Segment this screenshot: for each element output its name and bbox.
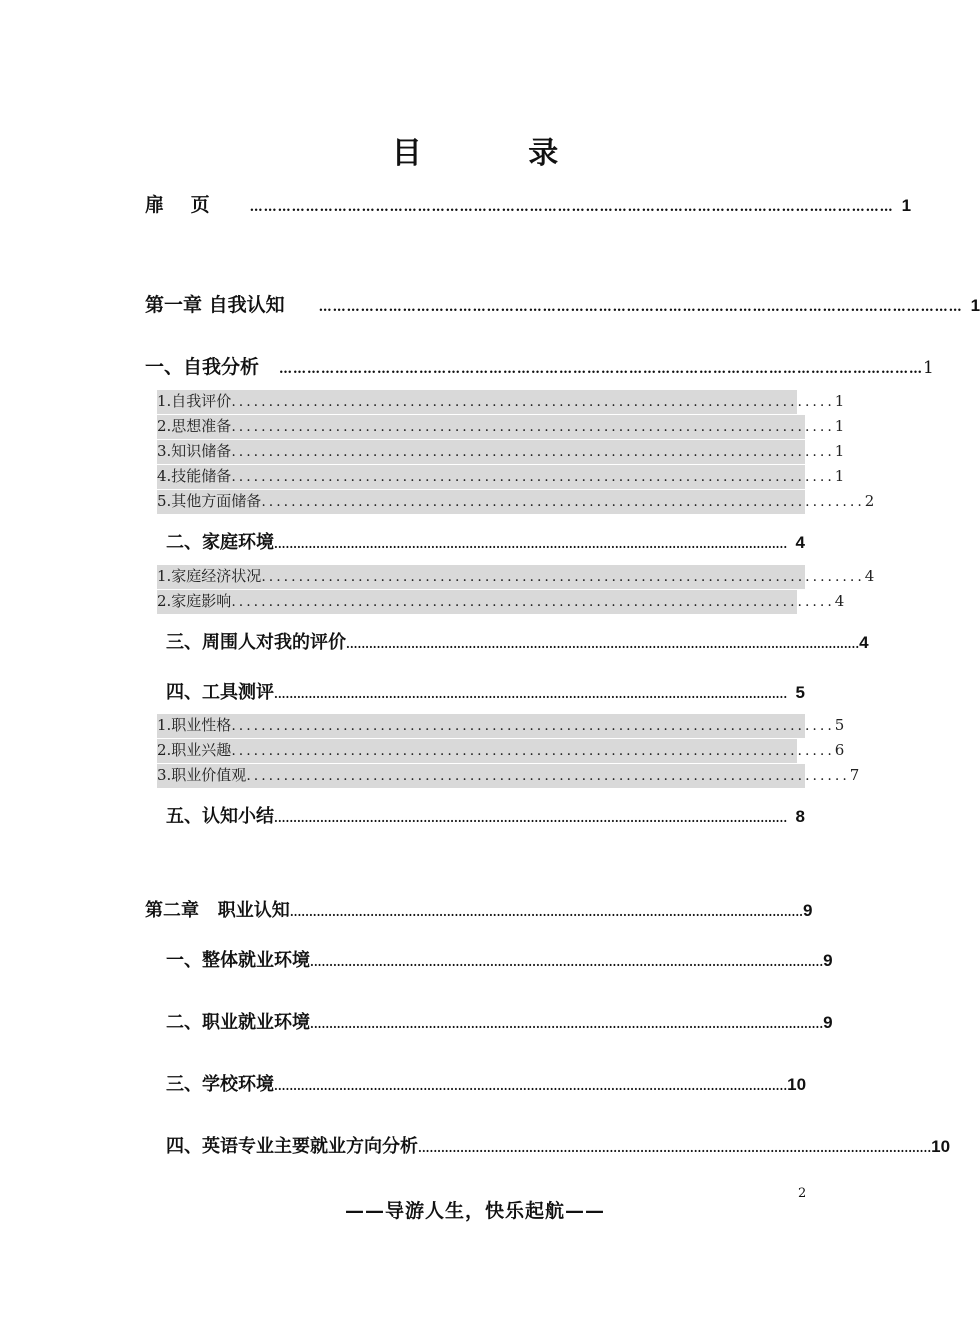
toc-page-number: 8: [795, 807, 805, 826]
toc-entry-label: 三、学校环境: [166, 1074, 274, 1095]
toc-page-number: 1: [834, 417, 845, 435]
leader-dots: .................................................................................: [231, 444, 835, 460]
leader-dots: .................................................................................: [231, 419, 835, 435]
leader-dots: .................................................................................: [231, 394, 835, 410]
toc-subentry[interactable]: [157, 565, 875, 589]
toc-entry-label: 四、工具测评: [166, 682, 274, 703]
page-number: 2: [798, 1186, 807, 1201]
toc-entry-label: 2.家庭影响: [157, 592, 232, 610]
toc-entry-self-analysis[interactable]: [145, 352, 934, 379]
toc-entry-label: 2.思想准备: [157, 417, 232, 435]
toc-page-number: 1: [901, 196, 912, 215]
toc-entry-label: 1.职业性格: [157, 716, 232, 734]
toc-entry-label: 4.技能储备: [157, 467, 232, 485]
toc-page-number: 1: [834, 392, 845, 410]
toc-subentry[interactable]: [157, 465, 845, 489]
toc-entry-label: 第一章 自我认知: [145, 294, 285, 316]
leader-dots: ......................................................................................................................................: [346, 638, 860, 651]
toc-subentry[interactable]: [157, 764, 860, 788]
toc-entry-family-environment[interactable]: [166, 528, 805, 554]
toc-page-number: 4: [795, 533, 805, 552]
toc-page-number: 6: [834, 741, 845, 759]
leader-dots: .................................................................................: [231, 469, 835, 485]
toc-page-number: 7: [849, 766, 860, 784]
toc-page-number: 1: [834, 467, 845, 485]
toc-entry-label: 2.职业兴趣: [157, 741, 232, 759]
toc-entry-label: 二、职业就业环境: [166, 1012, 310, 1033]
leader-dots: .................................................................................: [231, 743, 835, 759]
toc-entry-label: 一、自我分析: [145, 356, 260, 378]
toc-entry-label: 1.家庭经济状况: [157, 567, 262, 585]
leader-dots: ......................................................................................................................................: [274, 812, 788, 825]
toc-entry-label: 三、周围人对我的评价: [166, 632, 346, 653]
toc-entry-school-environment[interactable]: [166, 1070, 805, 1096]
toc-entry-label: 扉 页: [145, 194, 220, 216]
toc-entry-chapter2[interactable]: [145, 896, 813, 922]
toc-page-number: 1: [834, 442, 845, 460]
toc-entry-label: 四、英语专业主要就业方向分析: [166, 1136, 418, 1157]
toc-page-number: 9: [823, 951, 833, 970]
leader-dots: …………………………………………………………………………………………………………………………: [249, 200, 894, 215]
leader-dots: ......................................................................................................................................: [418, 1142, 932, 1155]
toc-page-number: 1: [970, 296, 980, 315]
leader-dots: ......................................................................................................................................: [289, 906, 803, 919]
leader-dots: …………………………………………………………………………………………………………………………: [318, 300, 963, 315]
toc-entry-label: 1.自我评价: [157, 392, 232, 410]
toc-subentry[interactable]: [157, 390, 845, 414]
toc-entry-cover[interactable]: [145, 190, 912, 217]
toc-entry-label: 一、整体就业环境: [166, 950, 310, 971]
toc-entry-label: 二、家庭环境: [166, 532, 274, 553]
leader-dots: …………………………………………………………………………………………………………………………: [279, 362, 924, 377]
footer-slogan: ——导游人生，快乐起航——: [344, 1200, 605, 1222]
toc-subentry[interactable]: [157, 590, 845, 614]
toc-entry-cognition-summary[interactable]: [166, 802, 805, 828]
toc-page-number: 4: [864, 567, 875, 585]
leader-dots: .................................................................................: [231, 594, 835, 610]
toc-subentry[interactable]: [157, 490, 875, 514]
toc-page-number: 2: [864, 492, 875, 510]
toc-entry-tool-assessment[interactable]: [166, 678, 805, 704]
toc-entry-peer-evaluation[interactable]: [166, 628, 869, 654]
toc-subentry[interactable]: [157, 440, 845, 464]
leader-dots: .................................................................................: [231, 718, 835, 734]
toc-page-number: 4: [834, 592, 845, 610]
toc-page-number: 9: [823, 1013, 833, 1032]
toc-entry-chapter1[interactable]: [145, 290, 980, 317]
toc-entry-label: 3.知识储备: [157, 442, 232, 460]
toc-page-number: 9: [802, 901, 813, 920]
toc-subentry[interactable]: [157, 739, 845, 763]
leader-dots: .................................................................................: [261, 494, 865, 510]
toc-page-number: 5: [834, 716, 845, 734]
toc-entry-overall-employment[interactable]: [166, 946, 833, 972]
leader-dots: .................................................................................: [246, 768, 850, 784]
toc-entry-english-major-directions[interactable]: [166, 1132, 951, 1158]
toc-subentry[interactable]: [157, 415, 845, 439]
toc-entry-career-employment[interactable]: [166, 1008, 833, 1034]
leader-dots: ......................................................................................................................................: [274, 1080, 788, 1093]
leader-dots: ......................................................................................................................................: [274, 538, 788, 551]
toc-entry-label: 五、认知小结: [166, 806, 274, 827]
toc-page-number: 5: [795, 683, 805, 702]
leader-dots: .................................................................................: [261, 569, 865, 585]
leader-dots: ......................................................................................................................................: [310, 1018, 824, 1031]
toc-page-number: 10: [787, 1075, 807, 1094]
toc-entry-label: 5.其他方面储备: [157, 492, 262, 510]
toc-entry-label: 第二章 职业认知: [145, 900, 290, 921]
page-title: 目 录: [391, 136, 607, 171]
leader-dots: ......................................................................................................................................: [274, 688, 788, 701]
toc-page-number: 1: [923, 358, 934, 378]
toc-page-number: 4: [859, 633, 869, 652]
leader-dots: ......................................................................................................................................: [310, 956, 824, 969]
toc-entry-label: 3.职业价值观: [157, 766, 247, 784]
toc-subentry[interactable]: [157, 714, 845, 738]
toc-page-number: 10: [931, 1137, 951, 1156]
